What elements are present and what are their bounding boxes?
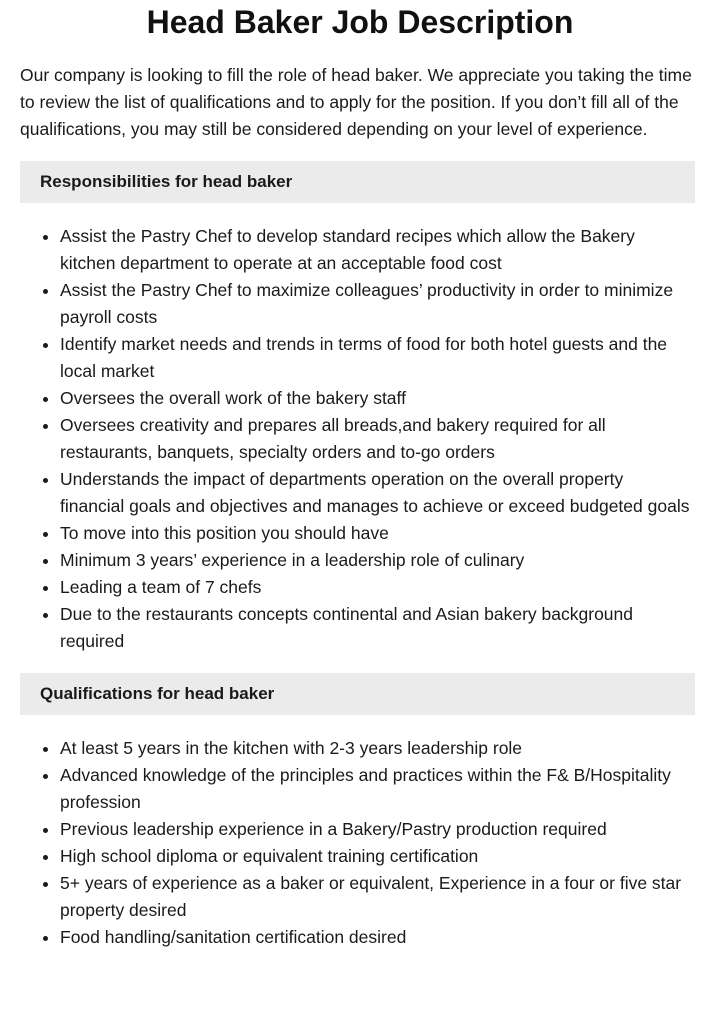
page-title: Head Baker Job Description [146,4,574,40]
list-item: • Understands the impact of departments operation on the overall property financial goals and objectives and manages to achieve or exceed budgeted goals [60,466,690,520]
list-item: • Assist the Pastry Chef to develop standard recipes which allow the Bakery kitchen department to operate at an acceptable food cost [60,223,690,277]
intro-paragraph: Our company is looking to fill the role of head baker. We appreciate you taking the time to review the list of qualifications and to apply for the position. If you don’t fill all of the qualifications, you may still be considered depending on your level of experience. [20,65,692,139]
list-item: • Identify market needs and trends in terms of food for both hotel guests and the local market [60,331,690,385]
list-item: • Oversees the overall work of the bakery staff [60,385,690,412]
list-item: • Minimum 3 years’ experience in a leadership role of culinary [60,547,690,574]
list-item: • Previous leadership experience in a Bakery/Pastry production required [60,816,690,843]
list-item: • At least 5 years in the kitchen with 2-3 years leadership role [60,735,690,762]
list-item: • High school diploma or equivalent training certification [60,843,690,870]
list-item: • Assist the Pastry Chef to maximize colleagues’ productivity in order to minimize payroll costs [60,277,690,331]
responsibilities-list [0,223,690,655]
qualifications-heading: Qualifications for head baker [20,673,695,715]
list-item: • To move into this position you should have [60,520,690,547]
list-item: • Food handling/sanitation certification desired [60,924,690,951]
list-item: • 5+ years of experience as a baker or equivalent, Experience in a four or five star property desired [60,870,690,924]
qualifications-list [0,735,690,951]
list-item: • Oversees creativity and prepares all breads,and bakery required for all restaurants, banquets, specialty orders and to-go orders [60,412,690,466]
list-item: • Leading a team of 7 chefs [60,574,690,601]
list-item: • Advanced knowledge of the principles and practices within the F& B/Hospitality profession [60,762,690,816]
list-item: • Due to the restaurants concepts continental and Asian bakery background required [60,601,690,655]
responsibilities-heading: Responsibilities for head baker [20,161,695,203]
